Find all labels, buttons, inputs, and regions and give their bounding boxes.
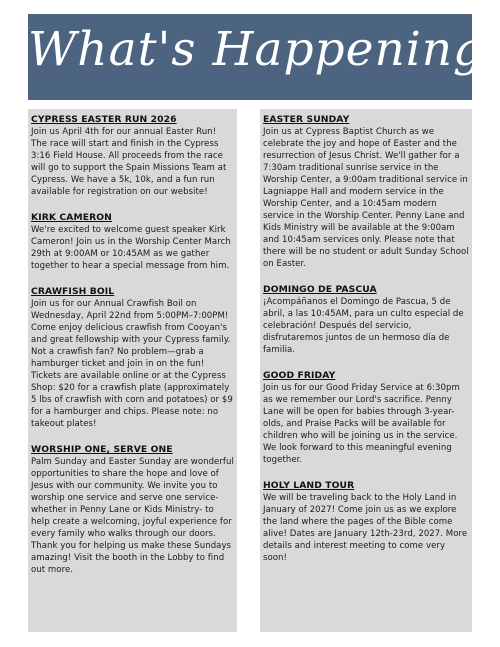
announcement-heading: DOMINGO DE PASCUA (263, 284, 377, 295)
announcement-body: Join us for our Annual Crawfish Boil on Wednesday, April 22nd from 5:00PM–7:00PM! Come enjoy delicious crawfish from Cooyan's and great fellowship with your Cypress family. Not a crawfish fan? No problem—grab a hamburger ticket and join in on the fun! Tickets are available online or at the Cypress Shop: $20 for a crawfish plate (approximately 5 lbs of crawfish with corn and potatoes) or $9 for a hamburger and chips. Please note: no takeout plates! (31, 299, 233, 429)
announcement-worship-one-serve-one (31, 444, 234, 576)
announcement-heading: CYPRESS EASTER RUN 2026 (31, 114, 177, 125)
announcement-crawfish-boil (31, 286, 234, 430)
left-column (28, 109, 237, 632)
announcement-body: Join us April 4th for our annual Easter Run! The race will start and finish in the Cypress 3:16 Field House. All proceeds from the race will go to support the Spain Missions Team at Cypress. We have a 5k, 10k, and a fun run available for registration on our website! (31, 127, 227, 197)
announcement-kirk-cameron (31, 212, 234, 272)
announcement-body: Palm Sunday and Easter Sunday are wonderful opportunities to share the hope and love of Jesus with our community. We invite you to worship one service and serve one service- whether in Penny Lane or Kids Ministry- to help create a welcoming, joyful experience for every family who walks through our doors. Thank you for helping us make these Sundays amazing! Visit the booth in the Lobby to find out more. (31, 457, 234, 575)
announcement-body: Join us at Cypress Baptist Church as we celebrate the joy and hope of Easter and the resurrection of Jesus Christ. We'll gather for a 7:30am traditional sunrise service in the Worship Center, a 9:00am traditional service in Lagniappe Hall and modern service in the Worship Center, and a 10:45am modern service in the Worship Center. Penny Lane and Kids Ministry will be available at the 9:00am and 10:45am services only. Please note that there will be no student or adult Sunday School on Easter. (263, 127, 469, 269)
announcement-body: We will be traveling back to the Holy Land in January of 2027! Come join us as we explore the land where the pages of the Bible come alive! Dates are January 12th-23rd, 2027. More details and interest meeting to come very soon! (263, 493, 468, 563)
announcement-good-friday (263, 370, 469, 466)
announcement-easter-sunday (263, 114, 469, 270)
announcement-body: Join us for our Good Friday Service at 6:30pm as we remember our Lord's sacrifice. Penny Lane will be open for babies through 3-year-olds, and Praise Packs will be available for children who will be joining us in the service. We look forward to this meaningful evening together. (263, 383, 460, 465)
header-banner (28, 14, 485, 100)
announcement-body: We're excited to welcome guest speaker Kirk Cameron! Join us in the Worship Center March 29th at 9:00AM or 10:45AM as we gather together to hear a special message from him. (31, 225, 231, 271)
announcement-heading: CRAWFISH BOIL (31, 286, 115, 297)
announcement-domingo-de-pascua (263, 284, 469, 356)
announcement-easter-run (31, 114, 234, 198)
page-title: What's Happening (28, 22, 485, 77)
announcement-heading: EASTER SUNDAY (263, 114, 350, 125)
announcement-heading: WORSHIP ONE, SERVE ONE (31, 444, 173, 455)
announcement-body: ¡Acompáñanos el Domingo de Pascua, 5 de abril, a las 10:45AM, para un culto especial de celebración! Después del servicio, disfrutaremos juntos de un hermoso día de familia. (263, 297, 464, 355)
announcement-heading: KIRK CAMERON (31, 212, 112, 223)
announcement-heading: GOOD FRIDAY (263, 370, 336, 381)
announcement-heading: HOLY LAND TOUR (263, 480, 355, 491)
announcement-holy-land-tour (263, 480, 469, 564)
right-column (260, 109, 472, 632)
